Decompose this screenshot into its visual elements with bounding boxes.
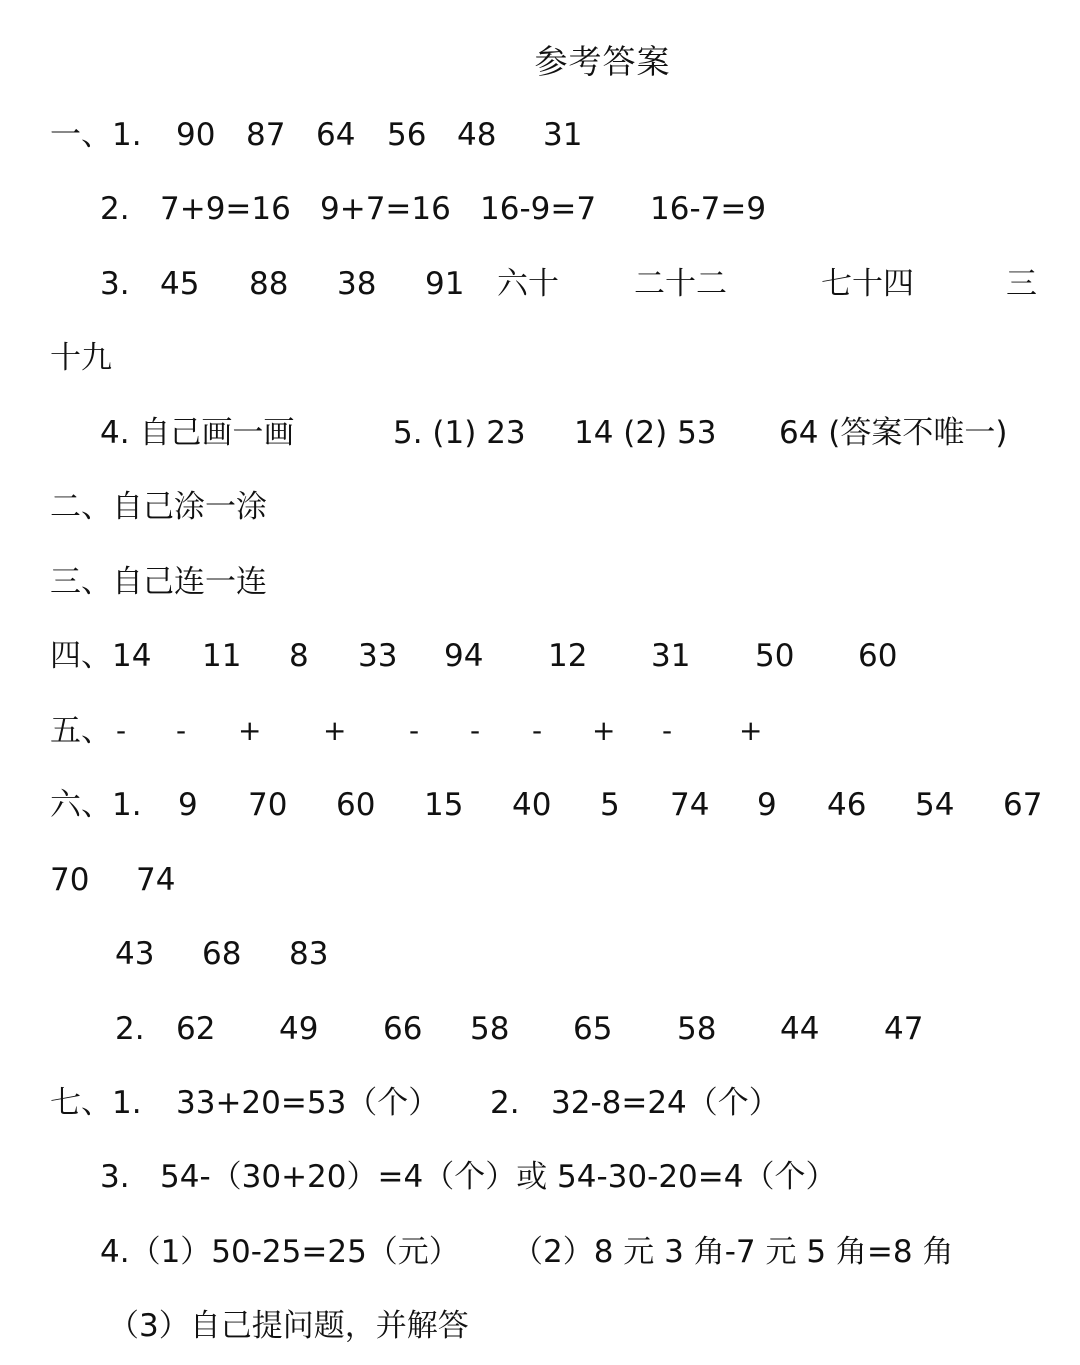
answer-value: 60	[858, 638, 898, 674]
answer-line-6-1-cont	[0, 855, 1080, 905]
answer-text: 64 (答案不唯一)	[779, 415, 1008, 451]
sign: -	[409, 714, 420, 747]
answer-value: 50	[755, 638, 795, 674]
answer-value: 15	[424, 787, 464, 823]
answer-text: 4. 自己画一画	[100, 415, 295, 451]
answer-value: 60	[336, 787, 376, 823]
equation: 33+20=53（个）	[176, 1085, 440, 1121]
section-label: 一、1.	[50, 117, 142, 153]
answer-value: 64	[316, 117, 356, 153]
answer-value: 9	[178, 787, 198, 823]
answer-line-6-1	[0, 780, 1080, 830]
answer-value: 5	[600, 787, 620, 823]
answer-value: 48	[457, 117, 497, 153]
answer-value: 七十四	[821, 266, 914, 302]
answer-value: 58	[470, 1011, 510, 1047]
answer-line-4	[0, 631, 1080, 681]
equation: 9+7=16	[320, 191, 451, 227]
answer-value: 8	[289, 638, 309, 674]
answer-value: 12	[548, 638, 588, 674]
sign: +	[323, 714, 347, 747]
sign: +	[739, 714, 763, 747]
answer-value: 31	[651, 638, 691, 674]
answer-line-7-4-3	[0, 1301, 1080, 1351]
answer-value: 58	[677, 1011, 717, 1047]
answer-value: 74	[136, 862, 176, 898]
sign: -	[662, 714, 673, 747]
answer-text: 二、自己涂一涂	[50, 489, 267, 525]
equation: （2）8 元 3 角-7 元 5 角=8 角	[512, 1234, 954, 1270]
equation: 4.（1）50-25=25（元）	[100, 1234, 460, 1270]
equation: 7+9=16	[160, 191, 291, 227]
answer-line-6-1-extra	[0, 929, 1080, 979]
equation: 54-（30+20）=4（个）或 54-30-20=4（个）	[160, 1159, 837, 1195]
answer-value: 46	[827, 787, 867, 823]
item-number: 2.	[100, 191, 130, 227]
answer-line-3	[0, 557, 1080, 607]
answer-value: 43	[115, 936, 155, 972]
answer-value: 83	[289, 936, 329, 972]
answer-line-2	[0, 482, 1080, 532]
item-number: 3.	[100, 266, 130, 302]
answer-value: 33	[358, 638, 398, 674]
answer-value: 94	[444, 638, 484, 674]
answer-value: 88	[249, 266, 289, 302]
answer-value: 67	[1003, 787, 1043, 823]
answer-value: 56	[387, 117, 427, 153]
answer-value: 54	[915, 787, 955, 823]
answer-value: 87	[246, 117, 286, 153]
answer-value: 11	[202, 638, 242, 674]
answer-line-7-4	[0, 1227, 1080, 1277]
answer-value: 90	[176, 117, 216, 153]
answer-value: 31	[543, 117, 583, 153]
answer-text: 三、自己连一连	[50, 564, 267, 600]
answer-line-1-4	[0, 408, 1080, 458]
answer-text: （3）自己提问题，并解答	[108, 1308, 469, 1344]
item-number: 2.	[490, 1085, 520, 1121]
answer-line-7-3	[0, 1152, 1080, 1202]
answer-line-6-2	[0, 1004, 1080, 1054]
item-number: 3.	[100, 1159, 130, 1195]
page-title: 参考答案	[534, 42, 671, 81]
answer-value: 74	[670, 787, 710, 823]
answer-line-7-1	[0, 1078, 1080, 1128]
answer-value: 六十	[497, 266, 559, 302]
equation: 16-7=9	[650, 191, 767, 227]
answer-value: 91	[425, 266, 465, 302]
sign: +	[592, 714, 616, 747]
section-label: 六、1.	[50, 787, 142, 823]
answer-line-1-3-cont	[0, 333, 1080, 383]
answer-value: 十九	[50, 340, 112, 376]
answer-value: 9	[757, 787, 777, 823]
sign: -	[470, 714, 481, 747]
answer-value: 65	[573, 1011, 613, 1047]
answer-value: 70	[50, 862, 90, 898]
answer-value: 38	[337, 266, 377, 302]
equation: 16-9=7	[480, 191, 597, 227]
answer-value: 62	[176, 1011, 216, 1047]
answer-text: 5. (1) 23	[393, 415, 526, 451]
answer-value: 二十二	[634, 266, 727, 302]
section-label: 五、	[50, 713, 112, 749]
answer-line-1-2	[0, 184, 1080, 234]
sign: -	[532, 714, 543, 747]
answer-value: 68	[202, 936, 242, 972]
answer-value: 三	[1006, 266, 1037, 302]
sign: +	[238, 714, 262, 747]
equation: 32-8=24（个）	[551, 1085, 780, 1121]
sign: -	[176, 714, 187, 747]
answer-value: 70	[248, 787, 288, 823]
answer-value: 40	[512, 787, 552, 823]
answer-value: 45	[160, 266, 200, 302]
item-number: 2.	[115, 1011, 145, 1047]
section-label: 四、14	[50, 638, 152, 674]
answer-value: 66	[383, 1011, 423, 1047]
answer-value: 44	[780, 1011, 820, 1047]
answer-value: 49	[279, 1011, 319, 1047]
sign: -	[116, 714, 127, 747]
answer-text: 14 (2) 53	[574, 415, 717, 451]
answer-line-5	[0, 706, 1080, 756]
section-label: 七、1.	[50, 1085, 142, 1121]
answer-line-1-1	[0, 110, 1080, 160]
answer-line-1-3	[0, 259, 1080, 309]
answer-value: 47	[884, 1011, 924, 1047]
